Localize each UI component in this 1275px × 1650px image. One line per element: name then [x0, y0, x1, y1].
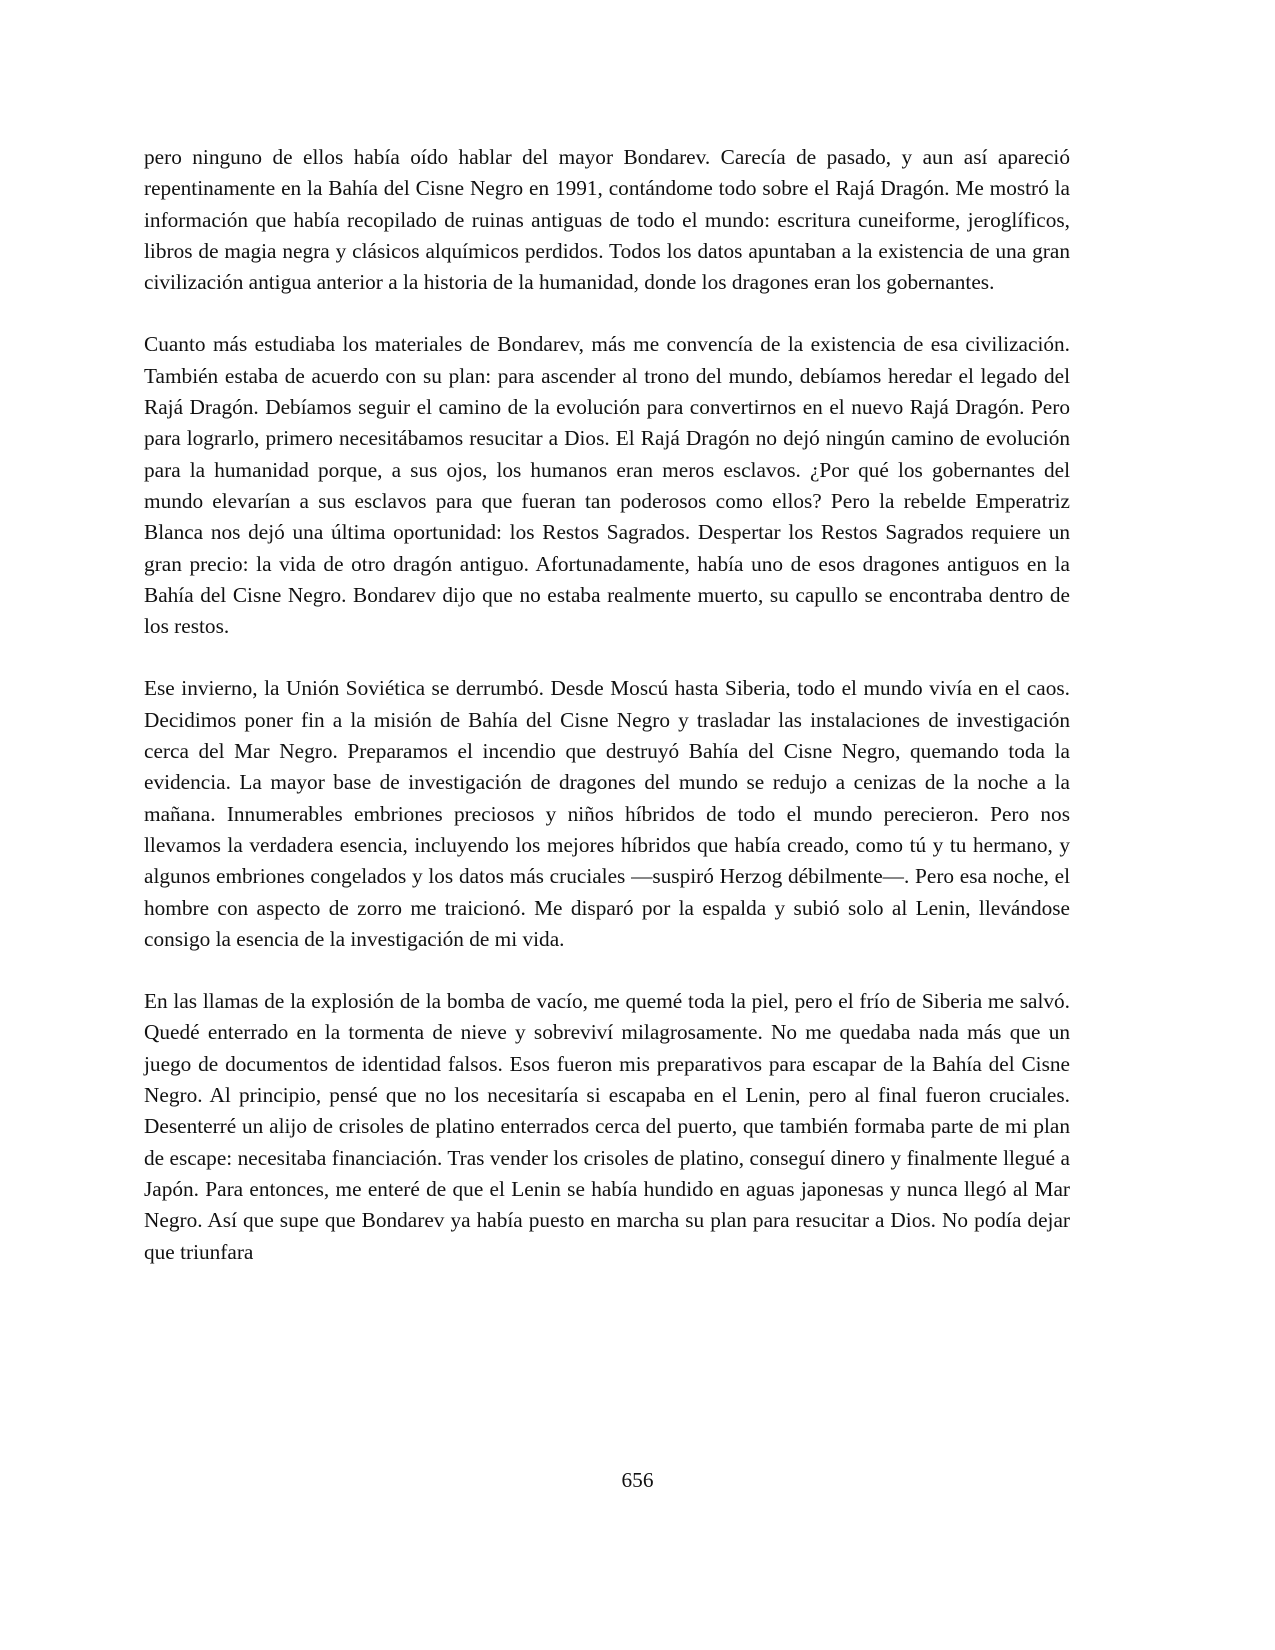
paragraph: pero ninguno de ellos había oído hablar del mayor Bondarev. Carecía de pasado, y aun así apareció repentinamente en la Bahía del Cisne Negro en 1991, contándome todo sobre el Rajá Dragón. Me mostró la información que había recopilado de ruinas antiguas de todo el mundo: escritura cuneiforme, jeroglíficos, libros de magia negra y clásicos alquímicos perdidos. Todos los datos apuntaban a la existencia de una gran civilización antigua anterior a la historia de la humanidad, donde los dragones eran los gobernantes. [144, 145, 1070, 295]
paragraph: En las llamas de la explosión de la bomba de vacío, me quemé toda la piel, pero el frío de Siberia me salvó. Quedé enterrado en la tormenta de nieve y sobreviví milagrosamente. No me quedaba nada más que un juego de documentos de identidad falsos. Esos fueron mis preparativos para escapar de la Bahía del Cisne Negro. Al principio, pensé que no los necesitaría si escapaba en el Lenin, pero al final fueron cruciales. Desenterré un alijo de crisoles de platino enterrados cerca del puerto, que también formaba parte de mi plan de escape: necesitaba financiación. Tras vender los crisoles de platino, conseguí dinero y finalmente llegué a Japón. Para entonces, me enteré de que el Lenin se había hundido en aguas japonesas y nunca llegó al Mar Negro. Así que supe que Bondarev ya había puesto en marcha su plan para resucitar a Dios. No podía dejar que triunfara [144, 989, 1070, 1264]
paragraph: Cuanto más estudiaba los materiales de Bondarev, más me convencía de la existencia de esa civilización. También estaba de acuerdo con su plan: para ascender al trono del mundo, debíamos heredar el legado del Rajá Dragón. Debíamos seguir el camino de la evolución para convertirnos en el nuevo Rajá Dragón. Pero para lograrlo, primero necesitábamos resucitar a Dios. El Rajá Dragón no dejó ningún camino de evolución para la humanidad porque, a sus ojos, los humanos eran meros esclavos. ¿Por qué los gobernantes del mundo elevarían a sus esclavos para que fueran tan poderosos como ellos? Pero la rebelde Emperatriz Blanca nos dejó una última oportunidad: los Restos Sagrados. Despertar los Restos Sagrados requiere un gran precio: la vida de otro dragón antiguo. Afortunadamente, había uno de esos dragones antiguos en la Bahía del Cisne Negro. Bondarev dijo que no estaba realmente muerto, su capullo se encontraba dentro de los restos. [144, 332, 1070, 639]
paragraph: Ese invierno, la Unión Soviética se derrumbó. Desde Moscú hasta Siberia, todo el mundo vivía en el caos. Decidimos poner fin a la misión de Bahía del Cisne Negro y trasladar las instalaciones de investigación cerca del Mar Negro. Preparamos el incendio que destruyó Bahía del Cisne Negro, quemando toda la evidencia. La mayor base de investigación de dragones del mundo se redujo a cenizas de la noche a la mañana. Innumerables embriones preciosos y niños híbridos de todo el mundo perecieron. Pero nos llevamos la verdadera esencia, incluyendo los mejores híbridos que había creado, como tú y tu hermano, y algunos embriones congelados y los datos más cruciales —suspiró Herzog débilmente—. Pero esa noche, el hombre con aspecto de zorro me traicionó. Me disparó por la espalda y subió solo al Lenin, llevándose consigo la esencia de la investigación de mi vida. [144, 676, 1070, 951]
body-text [144, 142, 1070, 1268]
page-number: 656 [621, 1468, 654, 1492]
